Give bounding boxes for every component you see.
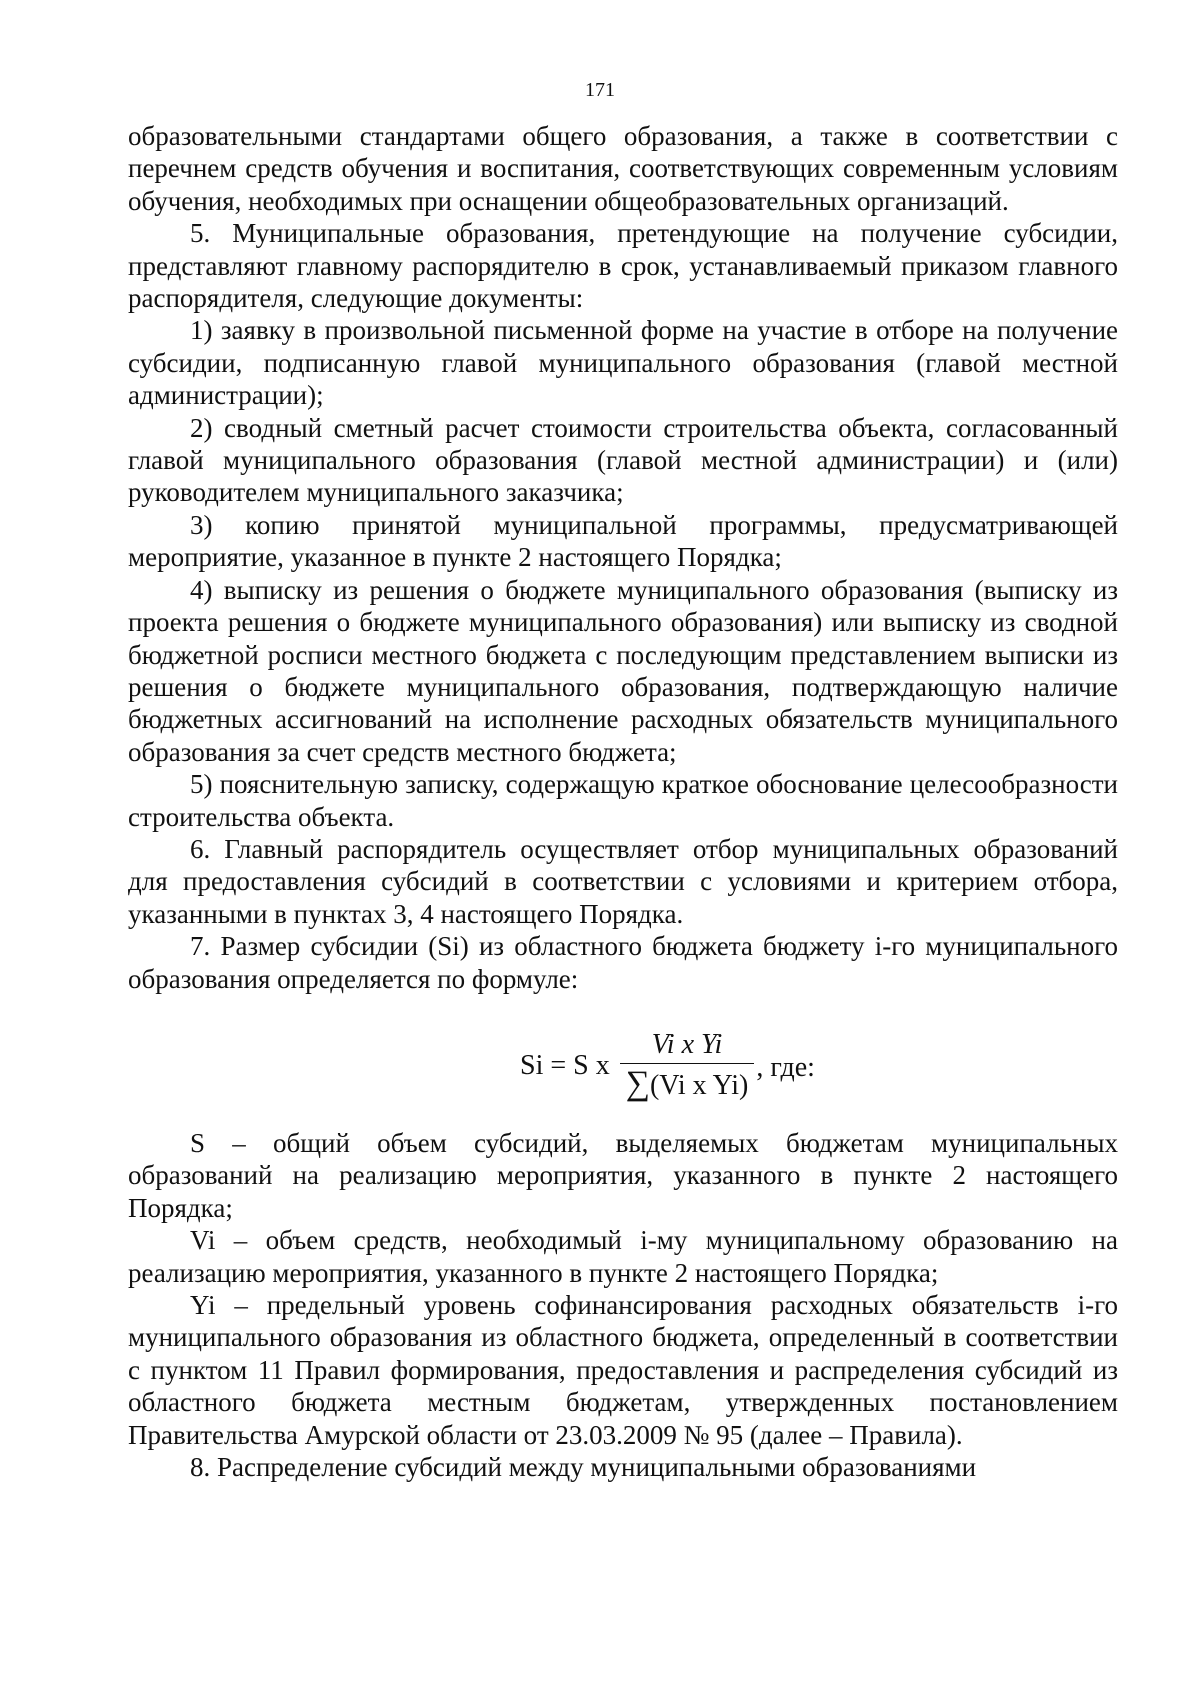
sigma-symbol: ∑ xyxy=(625,1064,650,1102)
paragraph-continuation: образовательными стандартами общего образования, а также в соответствии с перечнем средств обучения и воспитания, соответствующих современным условиям обучения, необходимых при оснащении общеобразовательных организаций. xyxy=(128,121,1118,216)
paragraph-item-5: 5. Муниципальные образования, претендующие на получение субсидии, представляют главному распорядителю в срок, устанавливаемый приказом главного распорядителя, следующие документы: xyxy=(128,218,1118,314)
subsidy-formula xyxy=(128,995,1118,1127)
formula-denominator-text: (Vi x Yi) xyxy=(649,1069,749,1101)
paragraph-subitem-2: 2) сводный сметный расчет стоимости строительства объекта, согласованный главой муниципального образования (главой местной администрации) и (или) руководителем муниципального заказчика; xyxy=(128,412,1118,508)
paragraph-subitem-1: 1) заявку в произвольной письменной форме на участие в отборе на получение субсидии, подписанную главой муниципального образования (главой местной администрации); xyxy=(128,315,1118,411)
paragraph-subitem-3: 3) копию принятой муниципальной программы, предусматривающей мероприятие, указанное в пункте 2 настоящего Порядка; xyxy=(128,509,1118,573)
paragraph-item-7: 7. Размер субсидии (Si) из областного бюджета бюджету i-го муниципального образования определяется по формуле: xyxy=(128,931,1118,994)
formula-expression xyxy=(520,1029,815,1104)
formula-denominator xyxy=(620,1064,755,1104)
definition-yi: Yi – предельный уровень софинансирования расходных обязательств i-го муниципального образования из областного бюджета, определенный в соответствии с пунктом 11 Правил формирования, предоставления и распределения субсидий из областного бюджета местным бюджетам, утвержденных постановлением Правительства Амурской области от 23.03.2009 № 95 (далее – Правила). xyxy=(128,1290,1118,1450)
definition-s: S – общий объем субсидий, выделяемых бюджетам муниципальных образований на реализацию мероприятия, указанного в пункте 2 настоящего Порядка; xyxy=(128,1127,1118,1223)
formula-fraction xyxy=(620,1029,755,1104)
formula-lhs: Si = S x xyxy=(520,1050,610,1082)
paragraph-item-6: 6. Главный распорядитель осуществляет отбор муниципальных образований для предоставления субсидий в соответствии с условиями и критерием отбора, указанными в пунктах 3, 4 настоящего Порядка. xyxy=(128,833,1118,929)
formula-numerator: Vi x Yi xyxy=(651,1028,723,1060)
page-number: 171 xyxy=(585,79,615,101)
definition-vi: Vi – объем средств, необходимый i-му муниципальному образованию на реализацию мероприятия, указанного в пункте 2 настоящего Порядка; xyxy=(128,1225,1118,1288)
formula-tail: , где: xyxy=(756,1052,815,1084)
paragraph-item-8: 8. Распределение субсидий между муниципальными образованиями xyxy=(190,1452,977,1483)
paragraph-subitem-4: 4) выписку из решения о бюджете муниципального образования (выписку из проекта решения о бюджете муниципального образования) или выписку из сводной бюджетной росписи местного бюджета с последующим представлением выписки из решения о бюджете муниципального образования, подтверждающую наличие бюджетных ассигнований на исполнение расходных обязательств муниципального образования за счет средств местного бюджета; xyxy=(128,574,1118,767)
document-body xyxy=(128,120,1118,1483)
paragraph-subitem-5: 5) пояснительную записку, содержащую краткое обоснование целесообразности строительства объекта. xyxy=(128,769,1118,832)
